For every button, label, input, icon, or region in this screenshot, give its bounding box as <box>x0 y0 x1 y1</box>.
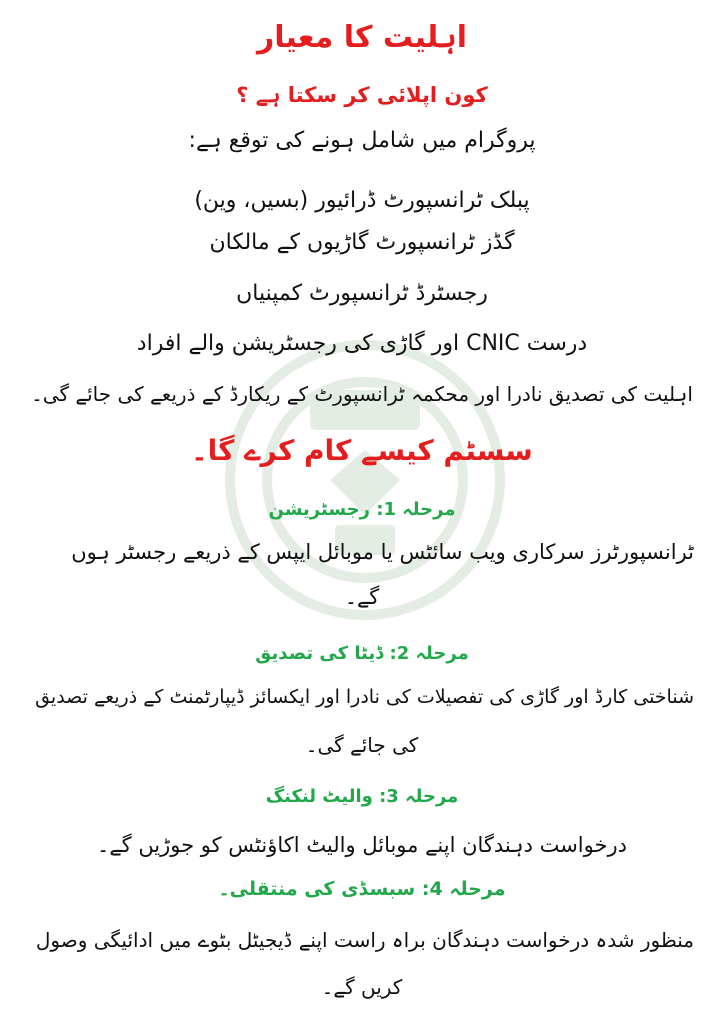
eligible-item: گڈز ٹرانسپورٹ گاڑیوں کے مالکان <box>209 230 515 255</box>
step-text: گے۔ <box>344 585 380 609</box>
step-text: ٹرانسپورٹرز سرکاری ویب سائٹس یا موبائل ایپس کے ذریعے رجسٹر ہوں <box>71 540 694 564</box>
eligible-item: پبلک ٹرانسپورٹ ڈرائیور (بسیں، وین) <box>194 188 530 213</box>
eligible-item: درست CNIC اور گاڑی کی رجسٹریشن والے افراد <box>136 331 588 356</box>
step-heading: مرحلہ 3: والیٹ لنکنگ <box>265 786 459 807</box>
step-text: کریں گے۔ <box>321 975 403 999</box>
step-heading: مرحلہ 2: ڈیٹا کی تصدیق <box>255 643 469 664</box>
verification-note: اہلیت کی تصدیق نادرا اور محکمہ ٹرانسپورٹ کے ریکارڈ کے ذریعے کی جائے گی۔ <box>31 382 693 406</box>
step-heading: مرحلہ 4: سبسڈی کی منتقلی۔ <box>218 878 506 900</box>
who-can-apply-heading: کون اپلائی کر سکتا ہے ؟ <box>236 83 488 107</box>
step-text: منظور شدہ درخواست دہندگان براہ راست اپنے ڈیجیٹل بٹوے میں ادائیگی وصول <box>35 928 694 952</box>
step-text: درخواست دہندگان اپنے موبائل والیٹ اکاؤنٹس کو جوڑیں گے۔ <box>97 833 627 857</box>
step-heading: مرحلہ 1: رجسٹریشن <box>268 499 456 520</box>
intro-text: پروگرام میں شامل ہونے کی توقع ہے: <box>188 128 536 153</box>
page-title: اہلیت کا معیار <box>257 20 467 55</box>
eligible-item: رجسٹرڈ ٹرانسپورٹ کمپنیاں <box>236 281 488 306</box>
step-text: شناختی کارڈ اور گاڑی کی تفصیلات کی نادرا اور ایکسائز ڈیپارٹمنٹ کے ذریعے تصدیق <box>35 686 694 708</box>
step-text: کی جائے گی۔ <box>305 733 419 757</box>
system-heading: سسٹم کیسے کام کرے گا۔ <box>191 434 533 467</box>
